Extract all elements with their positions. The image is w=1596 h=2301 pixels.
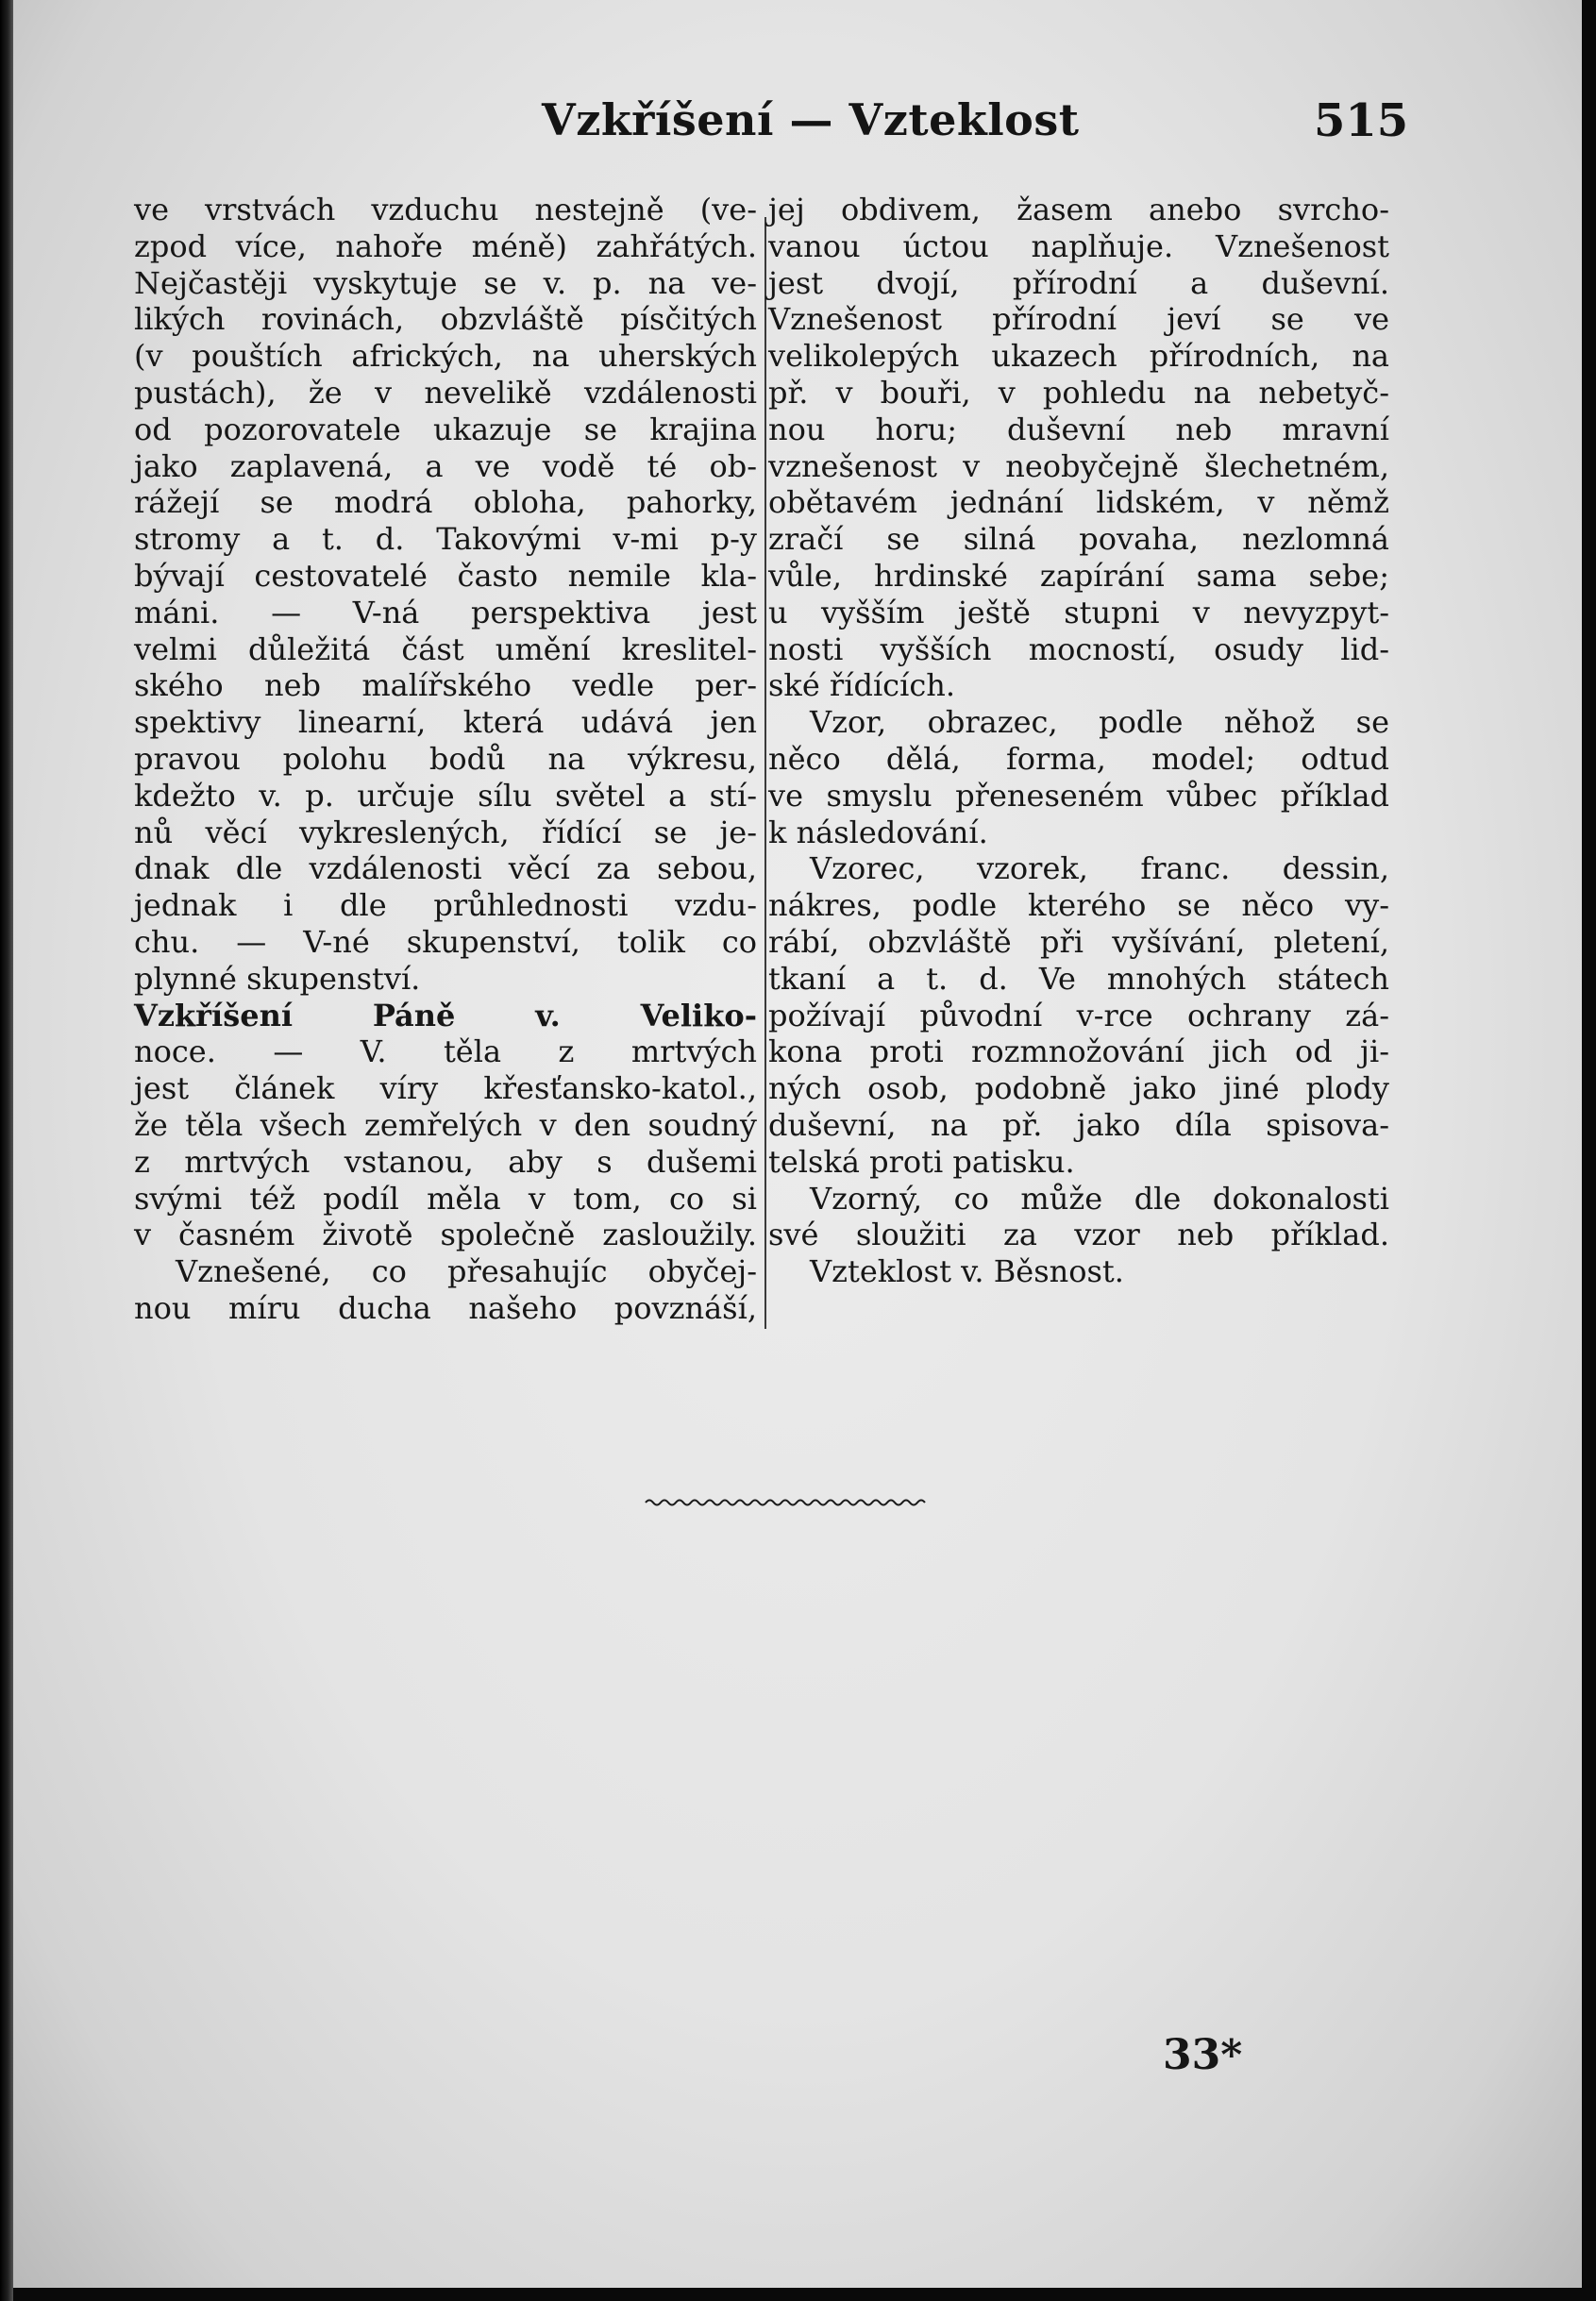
text-line: ve smyslu přeneseném vůbec příklad bbox=[768, 777, 1389, 814]
right-column bbox=[768, 192, 1389, 1290]
text-line: od pozorovatele ukazuje se krajina bbox=[134, 411, 757, 447]
text-line: jest dvojí, přírodní a duševní. bbox=[768, 264, 1389, 301]
text-line: Nejčastěji vyskytuje se v. p. na ve- bbox=[134, 264, 757, 301]
text-line: své sloužiti za vzor neb příklad. bbox=[768, 1217, 1389, 1253]
text-line: obětavém jednání lidském, v němž bbox=[768, 484, 1389, 521]
text-line: (v pouštích afrických, na uherských bbox=[134, 338, 757, 375]
text-line: vanou úctou naplňuje. Vznešenost bbox=[768, 227, 1389, 264]
text-line: jednak i dle průhlednosti vzdu- bbox=[134, 887, 757, 924]
text-line: zpod více, nahoře méně) zahřátých. bbox=[134, 227, 757, 264]
text-line: rábí, obzvláště při vyšívání, pletení, bbox=[768, 923, 1389, 960]
text-line: vznešenost v neobyčejně šlechetném, bbox=[768, 447, 1389, 484]
text-line: pustách), že v nevelikě vzdálenosti bbox=[134, 374, 757, 411]
entry-headword-line: Vzkříšení Páně v. Veliko- bbox=[134, 997, 757, 1033]
text-line: duševní, na př. jako díla spisova- bbox=[768, 1106, 1389, 1143]
text-line: jej obdivem, žasem anebo svrcho- bbox=[768, 192, 1389, 227]
text-line: ské řídících. bbox=[768, 667, 956, 704]
text-line: kdežto v. p. určuje sílu světel a stí- bbox=[134, 777, 757, 814]
page-number: 515 bbox=[1314, 94, 1409, 147]
text-line: velmi důležitá část umění kreslitel- bbox=[134, 630, 757, 667]
tail-ornament bbox=[644, 1495, 931, 1508]
entry-headword-line: Vzorný, co může dle dokonalosti bbox=[810, 1180, 1389, 1217]
book-edge-shadow bbox=[0, 0, 13, 2301]
text-line: tkaní a t. d. Ve mnohých státech bbox=[768, 960, 1389, 997]
text-line: nů věcí vykreslených, řídící se je- bbox=[134, 814, 757, 850]
text-line: vůle, hrdinské zapírání sama sebe; bbox=[768, 557, 1389, 594]
text-line: ského neb malířského vedle per- bbox=[134, 667, 757, 704]
text-line: ve vrstvách vzduchu nestejně (ve- bbox=[134, 192, 757, 227]
text-line: plynné skupenství. bbox=[134, 960, 421, 997]
text-line: nákres, podle kterého se něco vy- bbox=[768, 887, 1389, 924]
text-line: zračí se silná povaha, nezlomná bbox=[768, 521, 1389, 558]
text-line: pravou polohu bodů na výkresu, bbox=[134, 740, 757, 777]
text-line: k následování. bbox=[768, 814, 988, 850]
text-line: rážejí se modrá obloha, pahorky, bbox=[134, 484, 757, 521]
text-line: jako zaplavená, a ve vodě té ob- bbox=[134, 447, 757, 484]
book-page bbox=[13, 0, 1582, 2288]
text-line: požívají původní v-rce ochrany zá- bbox=[768, 997, 1389, 1033]
text-line: bývají cestovatelé často nemile kla- bbox=[134, 557, 757, 594]
column-rule bbox=[764, 217, 766, 1329]
text-line: spektivy linearní, která udává jen bbox=[134, 704, 757, 741]
text-line: velikolepých ukazech přírodních, na bbox=[768, 338, 1389, 375]
text-line: dnak dle vzdálenosti věcí za sebou, bbox=[134, 850, 757, 887]
text-line: ných osob, podobně jako jiné plody bbox=[768, 1070, 1389, 1107]
text-line: svými též podíl měla v tom, co si bbox=[134, 1180, 757, 1217]
text-line: něco dělá, forma, model; odtud bbox=[768, 740, 1389, 777]
left-column bbox=[134, 192, 757, 1327]
text-line: v časném životě společně zasloužily. bbox=[134, 1217, 757, 1253]
text-line: nosti vyšších mocností, osudy lid- bbox=[768, 630, 1389, 667]
text-line: telská proti patisku. bbox=[768, 1143, 1075, 1180]
text-line: chu. — V-né skupenství, tolik co bbox=[134, 923, 757, 960]
entry-headword-line: Vznešené, co přesahujíc obyčej- bbox=[176, 1253, 757, 1290]
text-line: z mrtvých vstanou, aby s dušemi bbox=[134, 1143, 757, 1180]
entry-headword-line: Vzteklost v. Běsnost. bbox=[810, 1253, 1124, 1290]
entry-headword-line: Vzor, obrazec, podle něhož se bbox=[810, 704, 1389, 741]
text-line: nou horu; duševní neb mravní bbox=[768, 411, 1389, 447]
running-head: Vzkříšení — Vzteklost bbox=[542, 94, 1080, 145]
text-line: př. v bouři, v pohledu na nebetyč- bbox=[768, 374, 1389, 411]
text-line: že těla všech zemřelých v den soudný bbox=[134, 1106, 757, 1143]
text-line: máni. — V-ná perspektiva jest bbox=[134, 594, 757, 630]
text-line: Vznešenost přírodní jeví se ve bbox=[768, 301, 1389, 338]
text-line: kona proti rozmnožování jich od ji- bbox=[768, 1033, 1389, 1070]
signature-mark: 33* bbox=[1163, 2031, 1243, 2079]
text-line: jest článek víry křesťansko-katol., bbox=[134, 1070, 757, 1107]
text-line: u vyšším ještě stupni v nevyzpyt- bbox=[768, 594, 1389, 630]
text-line: noce. — V. těla z mrtvých bbox=[134, 1033, 757, 1070]
text-line: stromy a t. d. Takovými v-mi p-y bbox=[134, 521, 757, 558]
text-line: nou míru ducha našeho povznáší, bbox=[134, 1289, 757, 1326]
text-line: likých rovinách, obzvláště písčitých bbox=[134, 301, 757, 338]
entry-headword-line: Vzorec, vzorek, franc. dessin, bbox=[810, 850, 1389, 887]
